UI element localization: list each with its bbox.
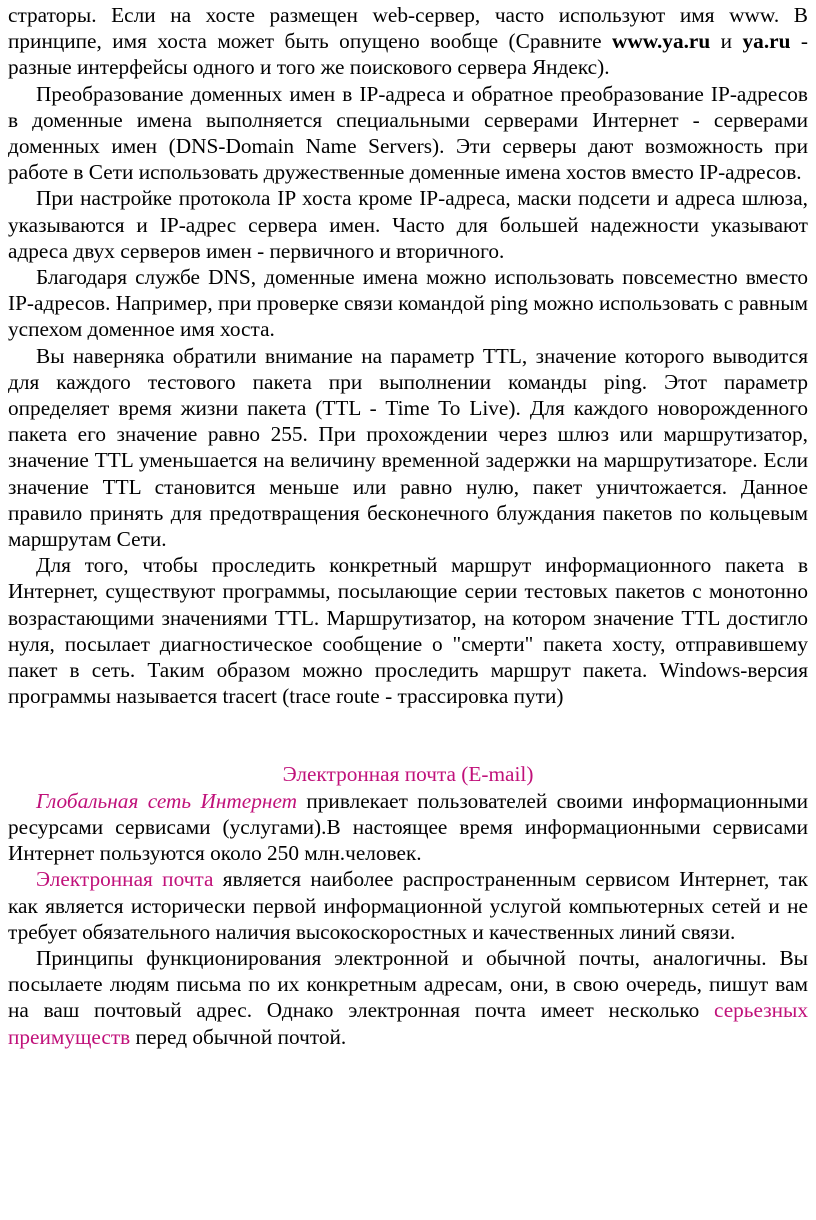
paragraph-ttl: Вы наверняка обратили внимание на параметр TTL, значение которого выводится для каждого тестового пакета при выполнении команды ping. Этот параметр определяет время жизни пакета (TTL - Time To Live). Для каждого новорожденного пакета его значение равно 255. При прохождении через шлюз или маршрутизатор, значение TTL уменьшается на величину временной задержки на маршрутизаторе. Если значение TTL становится меньше или равно нулю, пакет уничтожается. Данное правило принять для предотвращения бесконечного блуждания пакетов по кольцевым маршрутам Сети. xyxy=(8,343,808,552)
paragraph-text: и xyxy=(710,29,743,54)
paragraph-dns-host-names xyxy=(8,2,808,81)
paragraph-email-popularity xyxy=(8,866,808,945)
paragraph-text: перед обычной почтой. xyxy=(130,1024,347,1049)
paragraph-tracert: Для того, чтобы проследить конкретный маршрут информационного пакета в Интернет, существуют программы, посылающие серии тестовых пакетов с монотонно возрастающими значениями TTL. Маршрутизатор, на котором значение TTL достигло нуля, посылает диагностическое сообщение о "смерти" пакета хосту, отправившему пакет в сеть. Таким образом можно проследить маршрут пакета. Windows-версия программы называется tracert (trace route - трассировка пути) xyxy=(8,553,808,709)
paragraph-ip-settings: При настройке протокола IP хоста кроме IP-адреса, маски подсети и адреса шлюза, указываются и IP-адрес сервера имен. Часто для большей надежности указывают адреса двух серверов имен - первичного и вторичного. xyxy=(8,186,808,263)
paragraph-text: - разные интерфейсы одного и того же поискового сервера Яндекс). xyxy=(8,29,808,80)
paragraph-internet-services xyxy=(8,788,808,867)
highlighted-term-email: Электронная почта xyxy=(36,867,214,892)
paragraph-email-principles xyxy=(8,945,808,1050)
paragraph-text: страторы. Если на хосте размещен web-сервер, часто используют имя www. В принципе, имя хоста может быть опущено вообще (Сравните xyxy=(8,3,808,54)
section-title-email: Электронная почта (E-mail) xyxy=(282,762,534,787)
paragraph-dns-servers: Преобразование доменных имен в IP-адреса и обратное преобразование IP-адресов в доменные имена выполняется специальными серверами Интернет - серверами доменных имен (DNS-Domain Name Servers). Эти серверы дают возможность при работе в Сети использовать дружественные доменные имена хостов вместо IP-адресов. xyxy=(8,81,808,185)
highlighted-term-advantages: серьезных преимуществ xyxy=(8,998,808,1049)
paragraph-text: Принципы функционирования электронной и обычной почты, аналогичны. Вы посылаете людям письма по их конкретным адресам, они, в свою очередь, пишут вам на ваш почтовый адрес. Однако электронная почта имеет несколько xyxy=(8,945,808,1023)
document-body xyxy=(8,2,808,1050)
paragraph-text: является наиболее распространенным сервисом Интернет, так как является исторически первой информационной услугой компьютерных сетей и не требует обязательного наличия высокоскоростных и качественных линий связи. xyxy=(8,867,808,944)
highlighted-term-global-network: Глобальная сеть Интернет xyxy=(36,788,298,813)
paragraph-dns-usage: Благодаря службе DNS, доменные имена можно использовать повсеместно вместо IP-адресов. Например, при проверке связи командой ping можно использовать с равным успехом доменное имя хоста. xyxy=(8,265,809,342)
paragraph-text: привлекает пользователей своими информационными ресурсами сервисами (услугами).В настоящее время информационными сервисами Интернет пользуются около 250 млн.человек. xyxy=(8,788,809,866)
link-text-www-ya-ru: www.ya.ru xyxy=(612,29,711,54)
link-text-ya-ru: ya.ru xyxy=(742,29,791,54)
